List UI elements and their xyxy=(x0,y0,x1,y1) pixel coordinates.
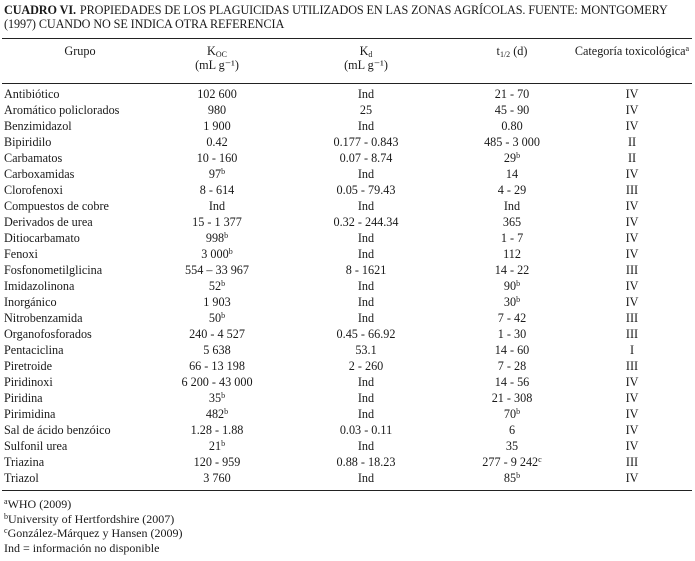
cell-categoria: III xyxy=(625,311,639,325)
cell-koc xyxy=(156,102,278,118)
cell-grupo: Aromático policlorados xyxy=(4,103,120,117)
cell-koc-value: 998 xyxy=(205,231,225,245)
cell-kd: Ind xyxy=(357,311,375,325)
header-t-main: t xyxy=(496,44,500,58)
cell-half-life xyxy=(454,310,570,326)
cell-koc xyxy=(156,230,278,246)
table-row xyxy=(2,230,694,246)
table-row xyxy=(2,118,694,134)
cell-t-value: 14 - 60 xyxy=(494,343,530,357)
cell-kd: Ind xyxy=(357,407,375,421)
cell-grupo: Pirimidina xyxy=(4,407,56,421)
cell-koc-value: 52 xyxy=(208,279,222,293)
header-t-sub: 1/2 xyxy=(499,50,511,59)
cell-koc-note: b xyxy=(224,231,229,240)
cell-categoria: IV xyxy=(625,439,639,453)
cell-koc-value: 8 - 614 xyxy=(199,183,235,197)
cell-t-value: 365 xyxy=(502,215,522,229)
table-row xyxy=(2,358,694,374)
cell-t-value: 0.80 xyxy=(501,119,523,133)
cell-categoria: IV xyxy=(625,279,639,293)
cell-half-life xyxy=(454,214,570,230)
cell-kd: 0.03 - 0.11 xyxy=(339,423,393,437)
cell-koc xyxy=(156,438,278,454)
cell-categoria: IV xyxy=(625,103,639,117)
cell-koc xyxy=(156,214,278,230)
cell-categoria: IV xyxy=(625,215,639,229)
cell-t-note: b xyxy=(516,279,521,288)
cell-koc-note: b xyxy=(221,167,226,176)
cell-t-value: 35 xyxy=(505,439,519,453)
cell-koc-value: 102 600 xyxy=(197,87,237,101)
cell-kd: 53.1 xyxy=(355,343,377,357)
cell-kd: Ind xyxy=(357,439,375,453)
cell-half-life xyxy=(454,166,570,182)
cell-koc-value: 240 - 4 527 xyxy=(189,327,245,341)
table-row xyxy=(2,342,694,358)
cell-kd: 0.32 - 244.34 xyxy=(333,215,399,229)
cell-kd: Ind xyxy=(357,119,375,133)
footnote-text: Ind = información no disponible xyxy=(4,540,160,555)
table-row xyxy=(2,294,694,310)
cell-t-value: 14 - 22 xyxy=(494,263,530,277)
cell-t-value: 277 - 9 242 xyxy=(482,455,539,469)
header-koc-unit: (mL g⁻¹) xyxy=(195,58,239,72)
cell-kd: Ind xyxy=(357,279,375,293)
cell-koc-note: b xyxy=(224,407,229,416)
pesticide-properties-table xyxy=(2,44,694,486)
cell-koc-value: 482 xyxy=(205,407,225,421)
cell-koc xyxy=(156,182,278,198)
cell-grupo: Carboxamidas xyxy=(4,167,75,181)
footnote-mark: a xyxy=(4,497,8,506)
cell-kd: Ind xyxy=(357,391,375,405)
cell-t-note: b xyxy=(516,471,521,480)
cell-half-life xyxy=(454,134,570,150)
cell-grupo: Fenoxi xyxy=(4,247,38,261)
cell-kd: 0.05 - 79.43 xyxy=(336,183,396,197)
cell-grupo: Bipiridilo xyxy=(4,135,52,149)
cell-koc-value: 6 200 - 43 000 xyxy=(181,375,253,389)
cell-koc xyxy=(156,83,278,102)
cell-koc xyxy=(156,406,278,422)
cell-t-value: Ind xyxy=(503,199,521,213)
cell-t-value: 7 - 42 xyxy=(497,311,527,325)
cell-t-note: b xyxy=(516,295,521,304)
cell-half-life xyxy=(454,102,570,118)
cell-half-life xyxy=(454,406,570,422)
cell-kd: 0.45 - 66.92 xyxy=(336,327,396,341)
cell-grupo: Sal de ácido benzóico xyxy=(4,423,111,437)
caption-label: CUADRO VI. xyxy=(4,3,76,17)
cell-grupo: Carbamatos xyxy=(4,151,63,165)
table-row xyxy=(2,326,694,342)
cell-categoria: IV xyxy=(625,231,639,245)
cell-t-value: 4 - 29 xyxy=(497,183,527,197)
cell-grupo: Piridinoxi xyxy=(4,375,53,389)
footnote xyxy=(4,526,604,541)
cell-half-life xyxy=(454,438,570,454)
cell-half-life xyxy=(454,118,570,134)
footnote-text: WHO (2009) xyxy=(7,497,72,511)
footnotes xyxy=(4,497,604,555)
table-body xyxy=(2,83,694,486)
cell-categoria: IV xyxy=(625,295,639,309)
cell-t-value: 14 xyxy=(505,167,519,181)
cell-grupo: Piretroide xyxy=(4,359,53,373)
cell-koc-value: 15 - 1 377 xyxy=(192,215,242,229)
cell-koc-value: 120 - 959 xyxy=(193,455,241,469)
cell-half-life xyxy=(454,374,570,390)
cell-t-value: 21 - 70 xyxy=(494,87,530,101)
cell-half-life xyxy=(454,262,570,278)
cell-koc-value: 97 xyxy=(208,167,222,181)
cell-koc xyxy=(156,358,278,374)
cell-half-life xyxy=(454,83,570,102)
cell-categoria: I xyxy=(629,343,635,357)
cell-koc-value: 5 638 xyxy=(203,343,231,357)
header-kd xyxy=(278,44,454,83)
cell-kd: Ind xyxy=(357,199,375,213)
cell-koc-value: 21 xyxy=(208,439,222,453)
cell-half-life xyxy=(454,230,570,246)
cell-categoria: III xyxy=(625,327,639,341)
cell-kd: Ind xyxy=(357,167,375,181)
cell-t-value: 45 - 90 xyxy=(494,103,530,117)
cell-grupo: Sulfonil urea xyxy=(4,439,68,453)
cell-half-life xyxy=(454,390,570,406)
cell-koc-value: 66 - 13 198 xyxy=(189,359,245,373)
bottom-rule xyxy=(2,490,692,491)
cell-koc-note: b xyxy=(221,311,226,320)
cell-kd: 0.88 - 18.23 xyxy=(336,455,396,469)
cell-grupo: Clorofenoxi xyxy=(4,183,63,197)
header-grupo: Grupo xyxy=(64,44,96,58)
cell-half-life xyxy=(454,422,570,438)
cell-half-life xyxy=(454,198,570,214)
cell-half-life xyxy=(454,278,570,294)
table-row xyxy=(2,278,694,294)
cell-categoria: IV xyxy=(625,87,639,101)
cell-grupo: Organofosforados xyxy=(4,327,92,341)
cell-koc xyxy=(156,134,278,150)
cell-koc xyxy=(156,326,278,342)
cell-kd: Ind xyxy=(357,247,375,261)
footnote xyxy=(4,512,604,527)
cell-categoria: III xyxy=(625,263,639,277)
cell-kd: Ind xyxy=(357,295,375,309)
table-row xyxy=(2,454,694,470)
cell-koc-value: 50 xyxy=(208,311,222,325)
cell-koc-value: 0.42 xyxy=(206,135,228,149)
table-row xyxy=(2,390,694,406)
cell-grupo: Compuestos de cobre xyxy=(4,199,109,213)
cell-koc-value: 980 xyxy=(207,103,227,117)
cell-kd: 2 - 260 xyxy=(348,359,384,373)
cell-grupo: Inorgánico xyxy=(4,295,57,309)
header-koc xyxy=(156,44,278,83)
table-caption xyxy=(4,3,692,31)
header-koc-sub: OC xyxy=(215,50,227,59)
cell-categoria: III xyxy=(625,359,639,373)
cell-kd: Ind xyxy=(357,375,375,389)
caption-text: PROPIEDADES DE LOS PLAGUICIDAS UTILIZADOS EN LAS ZONAS AGRÍCOLAS. FUENTE: MONTGOMERY (1997) CUANDO NO SE INDICA OTRA REFERENCIA xyxy=(4,3,668,31)
footnote-mark: c xyxy=(4,526,8,535)
cell-koc-value: 3 760 xyxy=(203,471,231,485)
header-kd-sub: d xyxy=(368,50,373,59)
cell-kd: Ind xyxy=(357,87,375,101)
table-row xyxy=(2,374,694,390)
footnote-text: González-Márquez y Hansen (2009) xyxy=(7,526,183,540)
cell-categoria: III xyxy=(625,455,639,469)
cell-koc-note: b xyxy=(228,247,233,256)
table-row xyxy=(2,182,694,198)
header-cat-text: Categoría toxicológica xyxy=(574,44,686,58)
cell-koc xyxy=(156,342,278,358)
cell-categoria: IV xyxy=(625,167,639,181)
cell-half-life xyxy=(454,358,570,374)
cell-koc-value: 35 xyxy=(208,391,222,405)
table-row xyxy=(2,438,694,454)
cell-half-life xyxy=(454,326,570,342)
cell-half-life xyxy=(454,150,570,166)
table-row xyxy=(2,422,694,438)
cell-categoria: IV xyxy=(625,119,639,133)
cell-grupo: Derivados de urea xyxy=(4,215,93,229)
table-row xyxy=(2,102,694,118)
cell-koc xyxy=(156,422,278,438)
cell-t-value: 21 - 308 xyxy=(491,391,533,405)
cell-kd: 8 - 1621 xyxy=(345,263,387,277)
cell-grupo: Antibiótico xyxy=(4,87,60,101)
cell-half-life xyxy=(454,454,570,470)
header-half-life xyxy=(454,44,570,83)
cell-t-value: 85 xyxy=(503,471,517,485)
cell-grupo: Ditiocarbamato xyxy=(4,231,80,245)
footnote xyxy=(4,497,604,512)
header-koc-main: K xyxy=(207,44,216,58)
cell-half-life xyxy=(454,246,570,262)
cell-koc xyxy=(156,390,278,406)
cell-koc xyxy=(156,118,278,134)
cell-grupo: Benzimidazol xyxy=(4,119,72,133)
cell-koc-value: Ind xyxy=(208,199,226,213)
cell-koc xyxy=(156,246,278,262)
table-row xyxy=(2,150,694,166)
top-rule xyxy=(2,38,692,39)
cell-koc-value: 3 000 xyxy=(201,247,229,261)
cell-t-value: 6 xyxy=(508,423,516,437)
cell-koc-note: b xyxy=(221,279,226,288)
cell-categoria: IV xyxy=(625,247,639,261)
table-row xyxy=(2,470,694,486)
cell-t-value: 14 - 56 xyxy=(494,375,530,389)
table-row xyxy=(2,246,694,262)
footnote-mark: b xyxy=(4,511,8,521)
cell-koc xyxy=(156,374,278,390)
cell-half-life xyxy=(454,294,570,310)
cell-koc-value: 1.28 - 1.88 xyxy=(190,423,244,437)
cell-grupo: Nitrobenzamida xyxy=(4,311,83,325)
cell-koc xyxy=(156,454,278,470)
table-row xyxy=(2,214,694,230)
header-categoria xyxy=(570,44,694,83)
cell-t-value: 1 - 30 xyxy=(497,327,527,341)
header-t-unit: (d) xyxy=(510,44,528,58)
cell-koc-note: b xyxy=(221,439,226,448)
table-row xyxy=(2,166,694,182)
cell-grupo: Fosfonometilglicina xyxy=(4,263,103,277)
footnote-text: University of Hertfordshire (2007) xyxy=(8,511,175,526)
cell-t-value: 70 xyxy=(503,407,517,421)
cell-categoria: IV xyxy=(625,375,639,389)
cell-categoria: IV xyxy=(625,391,639,405)
cell-koc xyxy=(156,470,278,486)
cell-kd: 0.177 - 0.843 xyxy=(333,135,399,149)
header-row xyxy=(2,44,694,83)
cell-koc xyxy=(156,262,278,278)
cell-grupo: Triazol xyxy=(4,471,39,485)
cell-koc xyxy=(156,166,278,182)
footnote xyxy=(4,541,604,556)
cell-half-life xyxy=(454,182,570,198)
cell-kd: 25 xyxy=(359,103,373,117)
cell-koc-value: 10 - 160 xyxy=(196,151,238,165)
header-cat-sup: a xyxy=(685,44,690,53)
cell-koc-value: 554 – 33 967 xyxy=(185,263,249,277)
cell-t-value: 7 - 28 xyxy=(497,359,527,373)
cell-kd: Ind xyxy=(357,471,375,485)
cell-t-value: 112 xyxy=(503,247,521,261)
cell-grupo: Piridina xyxy=(4,391,43,405)
cell-t-note: c xyxy=(538,455,542,464)
cell-koc xyxy=(156,278,278,294)
header-kd-main: K xyxy=(359,44,369,58)
cell-half-life xyxy=(454,342,570,358)
cell-t-value: 90 xyxy=(503,279,517,293)
cell-t-note: b xyxy=(516,151,521,160)
table-row xyxy=(2,406,694,422)
cell-koc xyxy=(156,310,278,326)
cell-koc-note: b xyxy=(221,391,226,400)
cell-t-value: 30 xyxy=(503,295,517,309)
cell-grupo: Imidazolinona xyxy=(4,279,75,293)
cell-categoria: IV xyxy=(625,423,639,437)
cell-categoria: III xyxy=(625,183,639,197)
table-row xyxy=(2,134,694,150)
cell-half-life xyxy=(454,470,570,486)
cell-categoria: II xyxy=(627,151,637,165)
table-row xyxy=(2,83,694,102)
cell-categoria: II xyxy=(627,135,637,149)
cell-t-value: 1 - 7 xyxy=(500,231,524,245)
cell-koc xyxy=(156,198,278,214)
header-kd-unit: (mL g⁻¹) xyxy=(344,58,388,72)
table-row xyxy=(2,262,694,278)
cell-grupo: Triazina xyxy=(4,455,45,469)
cell-kd: Ind xyxy=(357,231,375,245)
cell-koc-value: 1 903 xyxy=(203,295,231,309)
cell-grupo: Pentaciclina xyxy=(4,343,64,357)
cell-t-value: 485 - 3 000 xyxy=(484,135,540,149)
cell-categoria: IV xyxy=(625,471,639,485)
table-row xyxy=(2,310,694,326)
cell-t-note: b xyxy=(516,407,521,416)
cell-categoria: IV xyxy=(625,407,639,421)
cell-categoria: IV xyxy=(625,199,639,213)
cell-koc-value: 1 900 xyxy=(203,119,231,133)
cell-koc xyxy=(156,294,278,310)
cell-kd: 0.07 - 8.74 xyxy=(339,151,393,165)
cell-koc xyxy=(156,150,278,166)
table-row xyxy=(2,198,694,214)
cell-t-value: 29 xyxy=(503,151,517,165)
